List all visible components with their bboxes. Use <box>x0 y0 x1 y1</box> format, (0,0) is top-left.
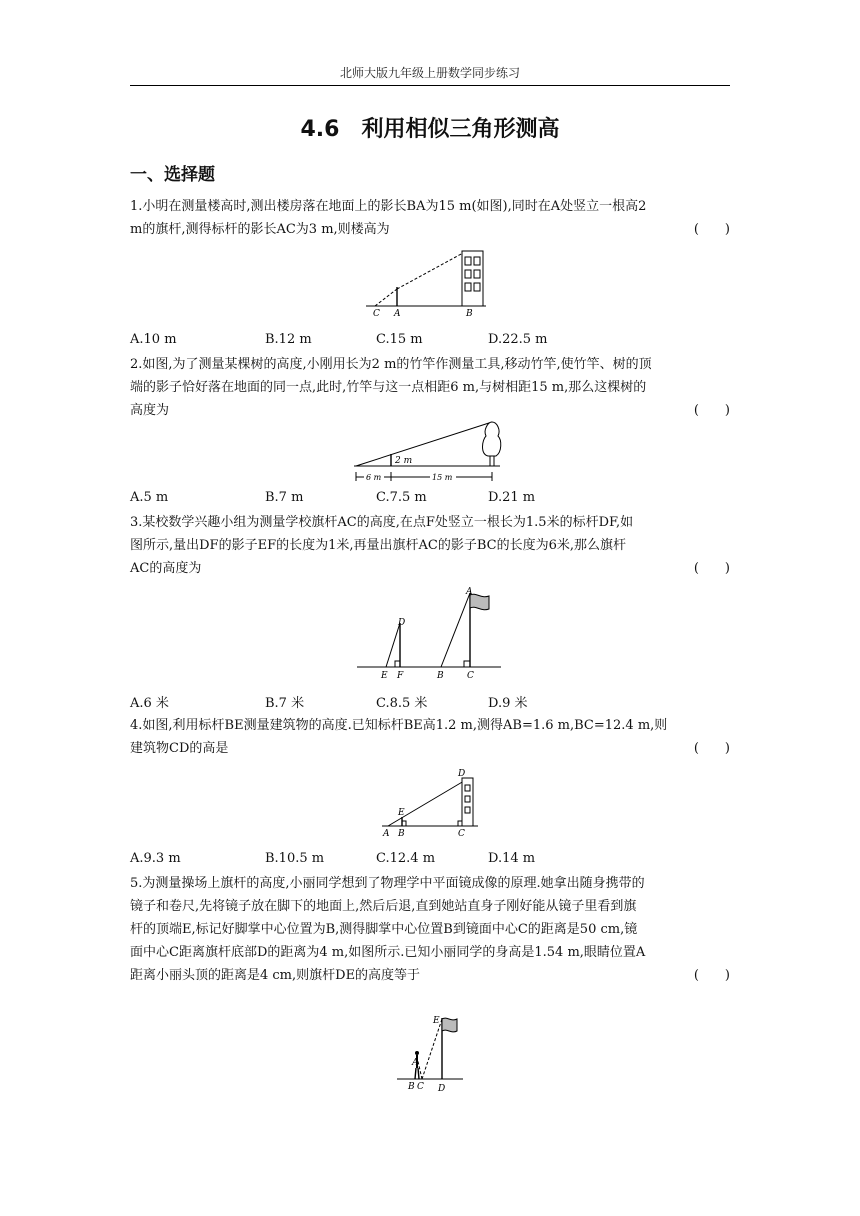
svg-text:15 m: 15 m <box>432 473 453 482</box>
figure-5-mirror-flagpole <box>395 1013 465 1095</box>
header-rule <box>130 85 730 86</box>
svg-text:2 m: 2 m <box>395 456 413 466</box>
svg-text:D: D <box>438 1084 446 1094</box>
question-4 <box>130 714 730 760</box>
question-2-line-2: 端的影子恰好落在地面的同一点,此时,竹竿与这一点相距6 m,与树相距15 m,那么这棵树的 <box>130 380 647 395</box>
svg-text:A: A <box>394 309 401 319</box>
svg-text:C: C <box>373 309 380 319</box>
choice-b[interactable]: B.10.5 m <box>265 851 325 866</box>
svg-text:F: F <box>397 671 404 681</box>
svg-text:B: B <box>398 829 405 839</box>
figure-2-tree-pole <box>350 418 510 486</box>
question-5-line-4: 面中心C距离旗杆底部D的距离为4 m,如图所示.已知小丽同学的身高是1.54 m,眼睛位置A <box>130 945 646 960</box>
question-3-line-2: 图所示,量出DF的影子EF的长度为1米,再量出旗杆AC的影子BC的长度为6米,那么旗杆 <box>130 538 626 553</box>
choice-c[interactable]: C.15 m <box>376 332 423 347</box>
question-1 <box>130 195 730 241</box>
answer-bracket: ( ) <box>693 561 730 576</box>
question-5-line-1: 5.为测量操场上旗杆的高度,小丽同学想到了物理学中平面镜成像的原理.她拿出随身携带的 <box>130 876 645 891</box>
question-3-choices <box>130 692 730 712</box>
svg-text:C: C <box>417 1082 424 1092</box>
question-5 <box>130 872 730 987</box>
choice-c[interactable]: C.8.5 米 <box>376 696 428 711</box>
figure-1-building-shadow <box>360 248 500 320</box>
answer-bracket: ( ) <box>693 403 730 418</box>
question-5-line-5: 距离小丽头顶的距离是4 cm,则旗杆DE的高度等于 ( ) <box>130 964 730 987</box>
choice-a[interactable]: A.10 m <box>130 332 177 347</box>
choice-a[interactable]: A.9.3 m <box>130 851 181 866</box>
svg-text:E: E <box>398 808 405 818</box>
answer-bracket: ( ) <box>693 222 730 237</box>
page-title: 4.6 利用相似三角形测高 <box>300 117 560 142</box>
svg-text:B: B <box>466 309 473 319</box>
question-5-line-3: 杆的顶端E,标记好脚掌中心位置为B,测得脚掌中心位置B到镜面中心C的距离是50 cm,镜 <box>130 922 638 937</box>
svg-text:B: B <box>408 1082 415 1092</box>
choice-d[interactable]: D.14 m <box>488 851 536 866</box>
choice-b[interactable]: B.7 m <box>265 490 304 505</box>
choice-d[interactable]: D.22.5 m <box>488 332 548 347</box>
figure-4-building-marker <box>378 765 483 840</box>
answer-bracket: ( ) <box>693 968 730 983</box>
svg-text:E: E <box>381 671 388 681</box>
question-1-line-1: 1.小明在测量楼高时,测出楼房落在地面上的影长BA为15 m(如图),同时在A处竖立一根高2 <box>130 199 647 214</box>
svg-text:A: A <box>466 587 473 597</box>
question-1-line-2: m的旗杆,测得标杆的影长AC为3 m,则楼高为 ( ) <box>130 218 730 241</box>
question-3-line-3: AC的高度为 ( ) <box>130 557 730 580</box>
figure-3-flagpole <box>355 583 505 681</box>
question-4-line-1: 4.如图,利用标杆BE测量建筑物的高度.已知标杆BE高1.2 m,测得AB=1.6 m,BC=12.4 m,则 <box>130 718 668 733</box>
section-heading: 一、选择题 <box>130 165 215 185</box>
question-3 <box>130 511 730 580</box>
question-5-line-2: 镜子和卷尺,先将镜子放在脚下的地面上,然后后退,直到她站直身子刚好能从镜子里看到旗 <box>130 899 637 914</box>
answer-bracket: ( ) <box>693 741 730 756</box>
choice-a[interactable]: A.5 m <box>130 490 169 505</box>
svg-text:A: A <box>383 829 390 839</box>
svg-text:6 m: 6 m <box>366 473 382 482</box>
page-header: 北师大版九年级上册数学同步练习 <box>339 66 520 80</box>
choice-c[interactable]: C.12.4 m <box>376 851 436 866</box>
question-2-choices <box>130 490 730 510</box>
choice-c[interactable]: C.7.5 m <box>376 490 427 505</box>
choice-d[interactable]: D.9 米 <box>488 696 528 711</box>
choice-b[interactable]: B.12 m <box>265 332 312 347</box>
svg-text:C: C <box>467 671 474 681</box>
choice-a[interactable]: A.6 米 <box>130 696 169 711</box>
question-3-line-1: 3.某校数学兴趣小组为测量学校旗杆AC的高度,在点F处竖立一根长为1.5米的标杆DF,如 <box>130 515 634 530</box>
svg-text:D: D <box>398 618 406 628</box>
svg-text:C: C <box>458 829 465 839</box>
question-1-choices <box>130 332 730 352</box>
question-4-line-2: 建筑物CD的高是 ( ) <box>130 737 730 760</box>
question-2-line-1: 2.如图,为了测量某棵树的高度,小刚用长为2 m的竹竿作测量工具,移动竹竿,使竹竿、树的顶 <box>130 357 652 372</box>
choice-d[interactable]: D.21 m <box>488 490 536 505</box>
svg-text:E: E <box>433 1016 440 1026</box>
question-4-choices <box>130 851 730 871</box>
choice-b[interactable]: B.7 米 <box>265 696 305 711</box>
svg-text:A: A <box>412 1058 419 1068</box>
svg-text:B: B <box>437 671 444 681</box>
question-2-line-3: 高度为 ( ) <box>130 399 730 422</box>
svg-text:D: D <box>458 769 466 779</box>
question-2 <box>130 353 730 422</box>
